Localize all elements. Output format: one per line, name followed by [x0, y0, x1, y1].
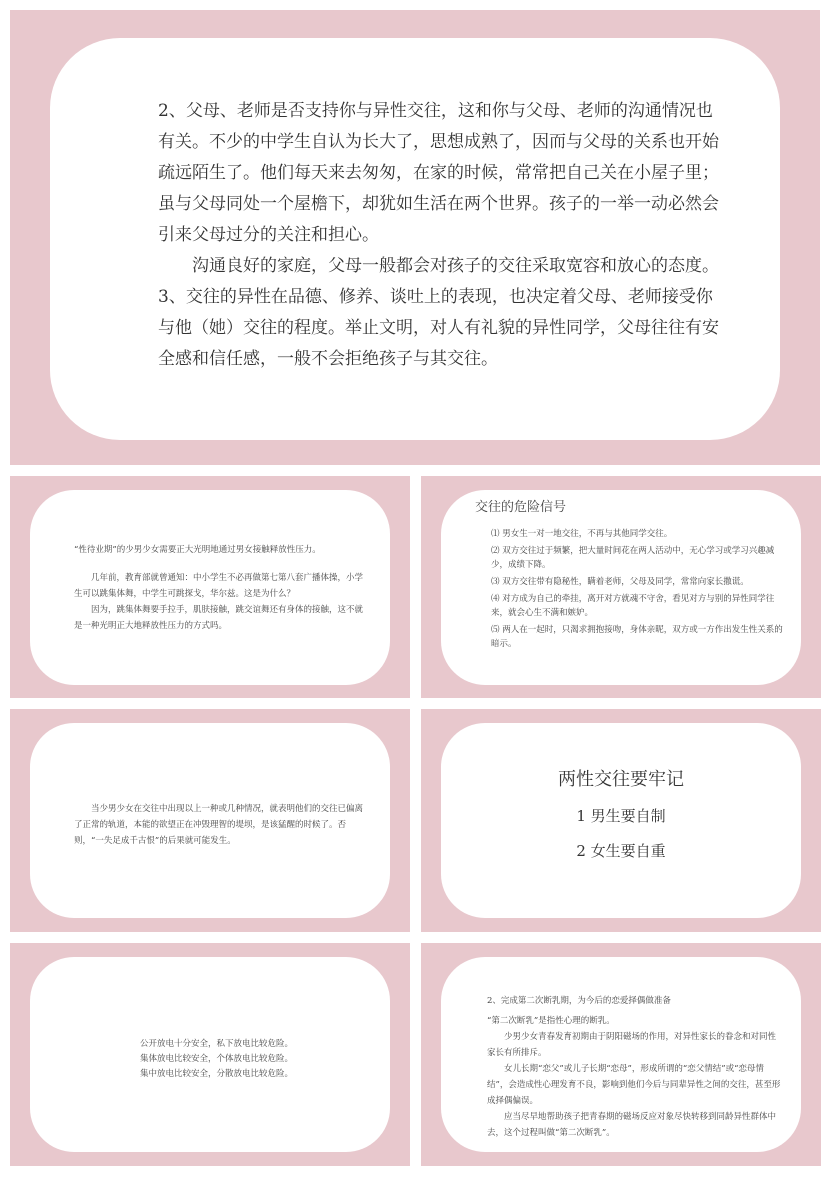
slide-title: 两性交往要牢记 [558, 769, 684, 790]
text-line: 女儿长期“恋父”或儿子长期“恋母”，形成所谓的“恋父情结”或“恋母情结”，会造成性心理发育不良，影响到他们今后与同辈异性之间的交往，甚至形成择偶偏误。 [487, 1064, 781, 1106]
list-item: ⑴ 男女生一对一地交往，不再与其他同学交往。 [491, 529, 673, 539]
content-card [50, 38, 780, 440]
text-line: 应当尽早地帮助孩子把青春期的磁场反应对象尽快转移到同龄异性群体中去，这个过程叫做“第二次断乳”。 [487, 1112, 777, 1138]
content-card [441, 723, 801, 918]
paragraph-1: 2、父母、老师是否支持你与异性交往，这和你与父母、老师的沟通情况也有关。不少的中学生自认为长大了，思想成熟了，因而与父母的关系也开始疏远陌生了。他们每天来去匆匆，在家的时候，常常把自己关在小屋子里；虽与父母同处一个屋檐下，却犹如生活在两个世界。孩子的一举一动必然会引来父母过分的关注和担心。 [158, 101, 719, 245]
content-card [441, 957, 801, 1152]
text-line: 集体放电比较安全，个体放电比较危险。 [140, 1054, 294, 1064]
slide-5 [421, 709, 821, 932]
text-line: 几年前，教育部就曾通知：中小学生不必再做第七第八套广播体操，小学生可以跳集体舞，中学生可跳探戈，华尔兹。这是为什么？ [74, 573, 364, 599]
text-line: 公开放电十分安全，私下放电比较危险。 [140, 1039, 294, 1049]
slide-2 [10, 476, 410, 698]
text-block: 当少男少女在交往中出现以上一种或几种情况，就表明他们的交往已偏离了正常的轨道，本能的欲望正在冲毁理智的堤坝，是该猛醒的时候了。否则，“一失足成千古恨”的后果就可能发生。 [74, 804, 364, 846]
rule-line-1: 1 男生要自制 [576, 807, 666, 825]
content-card [30, 723, 390, 918]
slide-3 [421, 476, 821, 698]
slide-1 [10, 10, 820, 465]
text-line: “第二次断乳”是指性心理的断乳。 [487, 1016, 615, 1026]
text-line: 少男少女青春发育初期由于阴阳磁场的作用，对异性家长的眷念和对同性家长有所排斥。 [487, 1032, 777, 1058]
content-card [441, 490, 801, 685]
content-card [30, 957, 390, 1152]
list-item: ⑶ 双方交往带有隐秘性，瞒着老师，父母及同学，常常向家长撒谎。 [491, 577, 749, 587]
slide-6 [10, 943, 410, 1166]
list-item: ⑵ 双方交往过于频繁，把大量时间花在两人活动中，无心学习或学习兴趣减少，成绩下降。 [491, 546, 775, 570]
text-line: 因为，跳集体舞要手拉手，肌肤接触，跳交谊舞还有身体的接触，这不就是一种光明正大地释放性压力的方式吗。 [74, 605, 364, 631]
rule-line-2: 2 女生要自重 [576, 842, 666, 860]
slide-heading: 交往的危险信号 [475, 500, 567, 515]
text-line: “性待业期”的少男少女需要正大光明地通过男女接触释放性压力。 [74, 545, 321, 555]
list-item: ⑷ 对方成为自己的牵挂，离开对方就魂不守舍，看见对方与别的异性同学往来，就会心生不满和嫉妒。 [491, 594, 775, 618]
slide-4 [10, 709, 410, 932]
text-line [74, 558, 368, 570]
text-line: 2、完成第二次断乳期，为今后的恋爱择偶做准备 [487, 996, 671, 1006]
paragraph-3: 3、交往的异性在品德、修养、谈吐上的表现，也决定着父母、老师接受你与他（她）交往的程度。举止文明，对人有礼貌的异性同学，父母往往有安全感和信任感，一般不会拒绝孩子与其交往。 [158, 287, 719, 369]
paragraph-2: 沟通良好的家庭，父母一般都会对孩子的交往采取宽容和放心的态度。 [158, 256, 719, 276]
text-line: 集中放电比较安全，分散放电比较危险。 [140, 1069, 294, 1079]
content-card [30, 490, 390, 685]
slide-7 [421, 943, 821, 1166]
list-item: ⑸ 两人在一起时，只渴求拥抱接吻，身体亲昵，双方或一方作出发生性关系的暗示。 [491, 625, 783, 649]
